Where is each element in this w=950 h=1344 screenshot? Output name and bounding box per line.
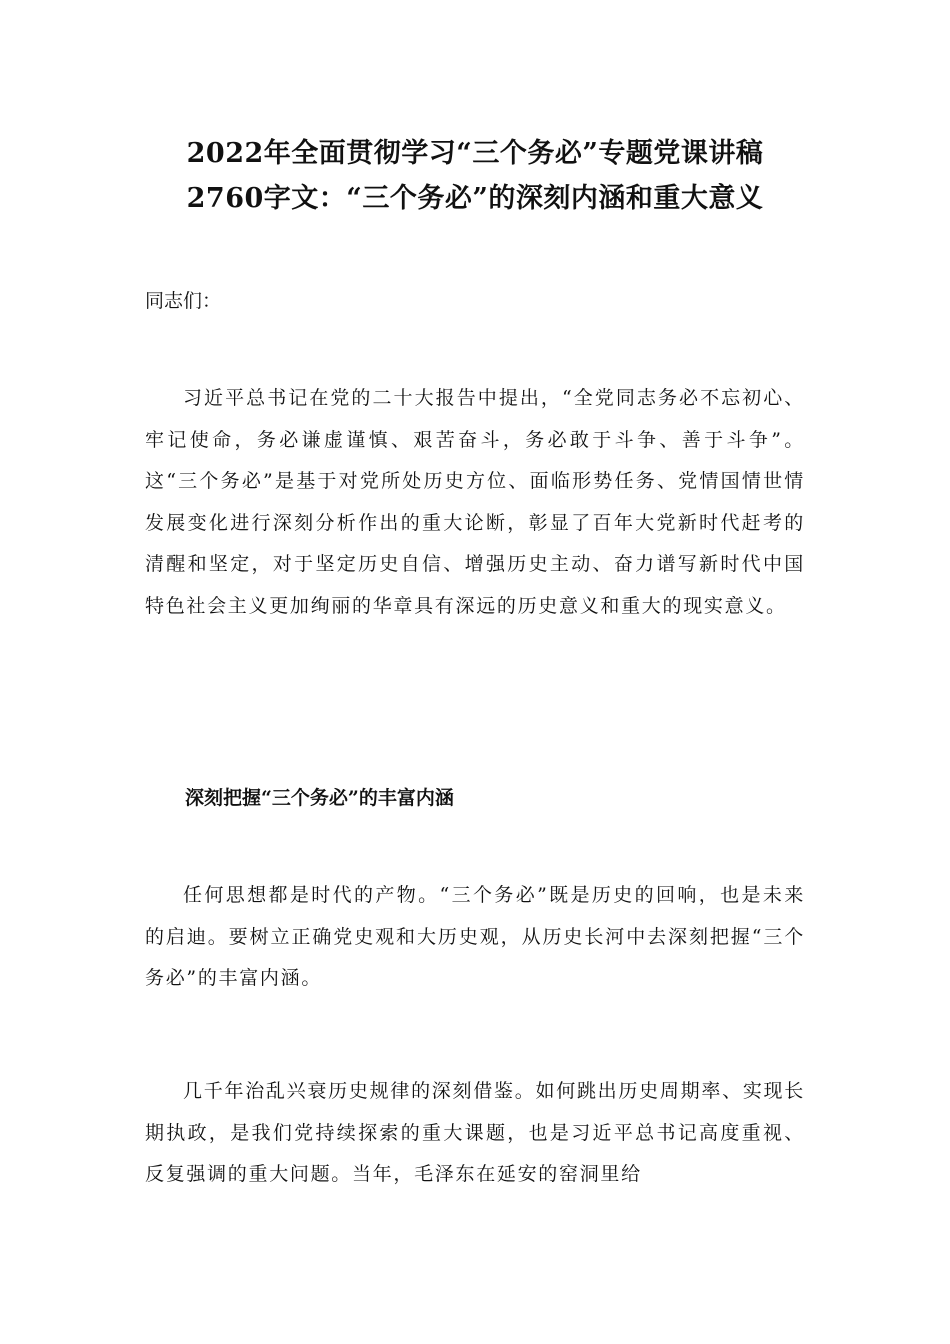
- paragraph-intro: 习近平总书记在党的二十大报告中提出，“全党同志务必不忘初心、牢记使命，务必谦虚谨慎、艰苦奋斗，务必敢于斗争、善于斗争”。这“三个务必”是基于对党所处历史方位、面临形势任务、党情国情世情发展变化进行深刻分析作出的重大论断，彰显了百年大党新时代赶考的清醒和坚定，对于坚定历史自信、增强历史主动、奋力谱写新时代中国特色社会主义更加绚丽的华章具有深远的历史意义和重大的现实意义。: [145, 387, 805, 617]
- greeting: 同志们：: [145, 290, 222, 312]
- document-title-line-1: 2022年全面贯彻学习“三个务必”专题党课讲稿: [186, 138, 764, 169]
- paragraph-history: 几千年治乱兴衰历史规律的深刻借鉴。如何跳出历史周期率、实现长期执政，是我们党持续探索的重大课题，也是习近平总书记高度重视、反复强调的重大问题。当年，毛泽东在延安的窑洞里给: [145, 1080, 805, 1185]
- paragraph-section-intro: 任何思想都是时代的产物。“三个务必”既是历史的回响，也是未来的启迪。要树立正确党史观和大历史观，从历史长河中去深刻把握“三个务必”的丰富内涵。: [145, 884, 805, 989]
- section-heading: 深刻把握“三个务必”的丰富内涵: [185, 787, 454, 809]
- document-title-line-2: 2760字文：“三个务必”的深刻内涵和重大意义: [186, 183, 764, 214]
